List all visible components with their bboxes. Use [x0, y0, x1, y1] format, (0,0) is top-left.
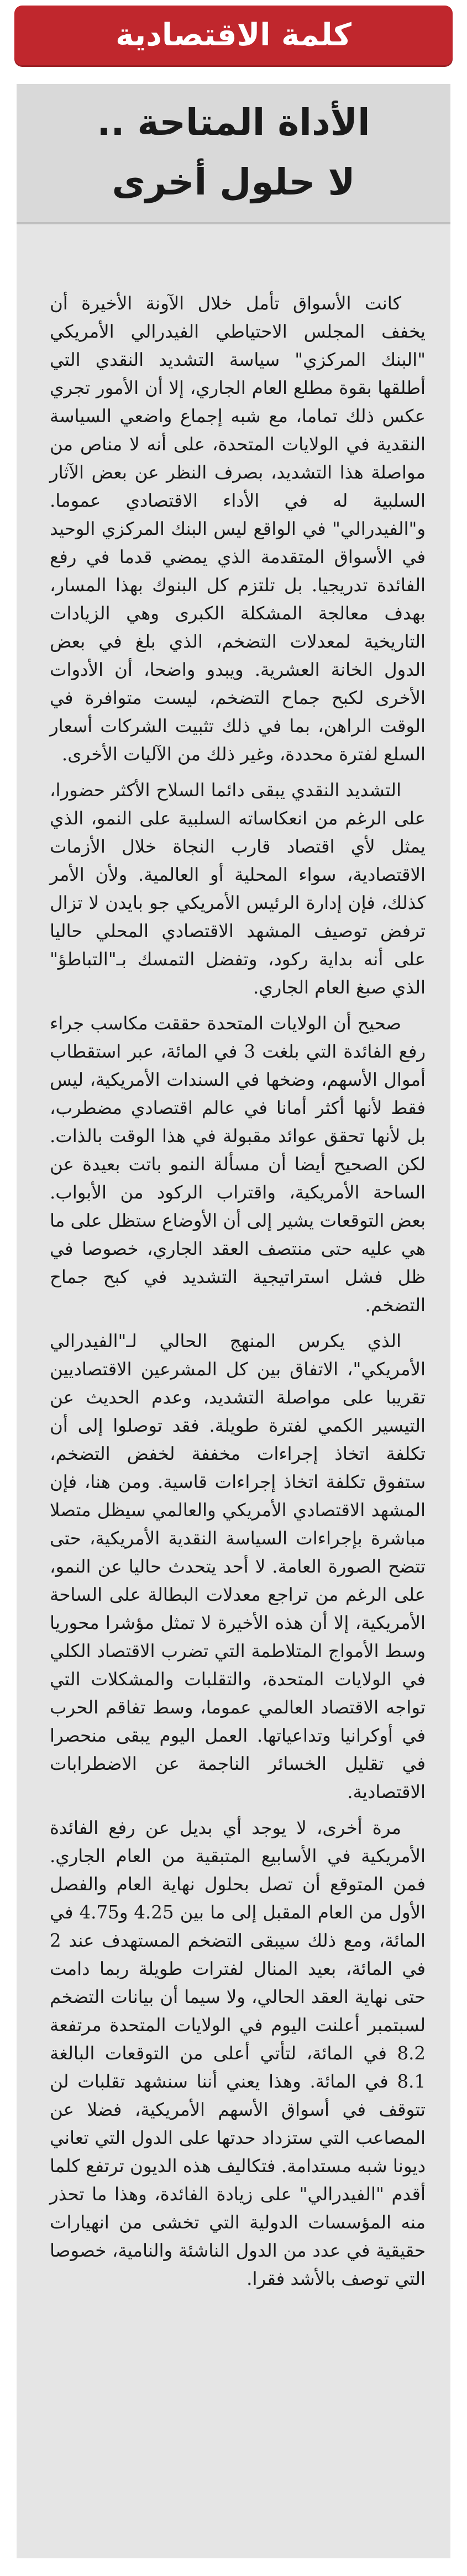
article-body	[50, 290, 426, 2301]
paragraph: صحيح أن الولايات المتحدة حققت مكاسب جراء رفع الفائدة التي بلغت 3 في المائة، عبر استقطاب أموال الأسهم، وضخها في السندات الأمريكية، ليس فقط لأنها أكثر أمانا في عالم اقتصادي مضطرب، بل لأنها تحقق عوائد مقبولة في هذا الوقت بالذات. لكن الصحيح أيضا أن مسألة النمو باتت بعيدة عن الساحة الأمريكية، واقتراب الركود من الأبواب. بعض التوقعات يشير إلى أن الأوضاع ستظل على ما هي عليه حتى منتصف العقد الجاري، خصوصا في ظل فشل استراتيجية التشديد في كبح جماح التضخم.	[50, 1013, 426, 1316]
headline-line-1: الأداة المتاحة ..	[97, 101, 370, 144]
paragraph: الذي يكرس المنهج الحالي لـ"الفيدرالي الأمريكي"، الاتفاق بين كل المشرعين الاقتصاديين تقريبا على مواصلة التشديد، وعدم الحديث عن التيسير الكمي لفترة طويلة. فقد توصلوا إلى أن تكلفة اتخاذ إجراءات مخففة لخفض التضخم، ستفوق تكلفة اتخاذ إجراءات قاسية. ومن هنا، فإن المشهد الاقتصادي الأمريكي والعالمي سيظل متصلا مباشرة بإجراءات السياسة النقدية الأمريكية، حتى تتضح الصورة العامة. لا أحد يتحدث حاليا عن النمو، على الرغم من تراجع معدلات البطالة على الساحة الأمريكية، إلا أن هذه الأخيرة لا تمثل مؤشرا محوريا وسط الأمواج المتلاطمة التي تضرب الاقتصاد الكلي في الولايات المتحدة، والتقلبات والمشكلات التي تواجه الاقتصاد العالمي عموما، وسط تفاقم الحرب في أوكرانيا وتداعياتها. العمل اليوم يبقى منحصرا في تقليل الخسائر الناجمة عن الاضطرابات الاقتصادية.	[50, 1331, 426, 1802]
paragraph: التشديد النقدي يبقى دائما السلاح الأكثر حضورا، على الرغم من انعكاساته السلبية على النمو، الذي يمثل لأي اقتصاد قارب النجاة خلال الأزمات الاقتصادية، سواء المحلية أو العالمية. ولأن الأمر كذلك، فإن إدارة الرئيس الأمريكي جو بايدن لا تزال ترفض توصيف المشهد الاقتصادي المحلي حاليا على أنه بداية ركود، وتفضل التمسك بـ"التباطؤ" الذي صبغ العام الجاري.	[50, 780, 426, 998]
section-header-banner	[14, 6, 453, 65]
paragraph: مرة أخرى، لا يوجد أي بديل عن رفع الفائدة الأمريكية في الأسابيع المتبقية من العام الجاري. فمن المتوقع أن تصل بحلول نهاية العام والفصل الأول من العام المقبل إلى ما بين 4.25 و4.75 في المائة، ومع ذلك سيبقى التضخم المستهدف عند 2 في المائة، بعيد المنال لفترات طويلة ربما دامت حتى نهاية العقد الحالي، ولا سيما أن بيانات التضخم لسبتمبر أعلنت اليوم في الولايات المتحدة مرتفعة 8.2 في المائة، لتأتي أعلى من التوقعات البالغة 8.1 في المائة. وهذا يعني أننا سنشهد تقلبات لن تتوقف في أسواق الأسهم الأمريكية، فضلا عن المصاعب التي ستزداد حدتها على الدول التي تعاني ديونا شبه مستدامة. فتكاليف هذه الديون ترتفع كلما أقدم "الفيدرالي" على زيادة الفائدة، وهذا ما تحذر منه المؤسسات الدولية التي تخشى من انهيارات حقيقية في عدد من الدول الناشئة والنامية، خصوصا التي توصف بالأشد فقرا.	[50, 1817, 426, 2289]
section-title: كلمة الاقتصادية	[116, 17, 351, 53]
paragraph: كانت الأسواق تأمل خلال الآونة الأخيرة أن يخفف المجلس الاحتياطي الفيدرالي الأمريكي "البنك المركزي" سياسة التشديد النقدي التي أطلقها بقوة مطلع العام الجاري، إلا أن الأمور تجري عكس ذلك تماما، مع شبه إجماع واضعي السياسة النقدية في الولايات المتحدة، على أنه لا مناص من مواصلة هذا التشديد، بصرف النظر عن بعض الآثار السلبية له في الأداء الاقتصادي عموما. و"الفيدرالي" في الواقع ليس البنك المركزي الوحيد في الأسواق المتقدمة الذي يمضي قدما في رفع الفائدة تدريجيا. بل تلتزم كل البنوك بهذا المسار، بهدف معالجة المشكلة الكبرى وهي الزيادات التاريخية لمعدلات التضخم، الذي بلغ في بعض الدول الخانة العشرية. ويبدو واضحا، أن الأدوات الأخرى لكبح جماح التضخم، ليست متوافرة في الوقت الراهن، بما في ذلك تثبيت الشركات أسعار السلع لفترة محددة، وغير ذلك من الآليات الأخرى.	[50, 293, 426, 765]
headline-line-2: لا حلول أخرى	[112, 161, 355, 203]
article-panel	[17, 84, 450, 2558]
headline-box	[17, 84, 450, 224]
